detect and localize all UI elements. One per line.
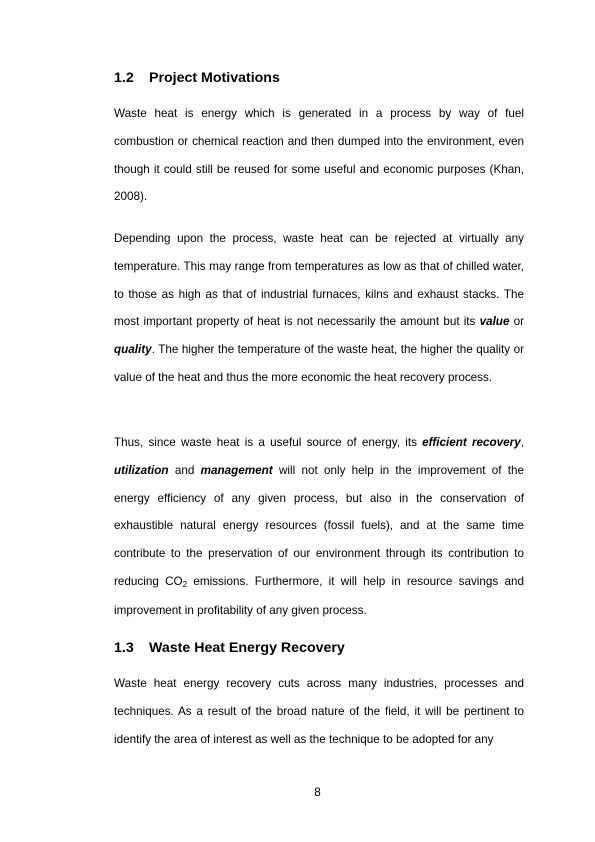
text-run: and: [168, 463, 201, 477]
text-run: Thus, since waste heat is a useful source of energy, its: [114, 436, 423, 449]
section-heading-1-3: [114, 640, 345, 656]
paragraph-temperature: [114, 225, 524, 392]
text-run: emissions. Furthermore, it will help in resource savings and improvement in profitability of any given process.: [114, 574, 524, 617]
paragraph-benefits: [114, 429, 524, 625]
paragraph-waste-heat-definition: [114, 100, 524, 211]
emphasis-value: value: [479, 315, 510, 329]
emphasis-efficient-recovery: efficient recovery: [422, 436, 521, 449]
text-run: Waste heat is energy which is generated in a process by way of fuel combustion or chemical reaction and then dumped into the environment, even though it could still be reused for some useful and economic purposes (Khan, 2008).: [114, 107, 524, 204]
subscript: 2: [182, 579, 188, 589]
section-number: 1.2: [114, 70, 134, 86]
section-heading-1-2: [114, 70, 280, 86]
emphasis-quality: quality: [114, 343, 152, 357]
text-run: . The higher the temperature of the waste heat, the higher the quality or value of the heat and thus the more economic the heat recovery process.: [114, 343, 524, 384]
page-number: 8: [314, 786, 321, 799]
emphasis-utilization: utilization: [114, 463, 169, 477]
text-run: or: [509, 315, 524, 329]
emphasis-management: management: [200, 463, 273, 477]
text-run: will not only help in the improvement of the energy efficiency of any given process, but also in the conservation of exhaustible natural energy resources (fossil fuels), and at the same time contribute to the preservation of our environment through its contribution to reducing CO: [114, 463, 524, 588]
text-run: Depending upon the process, waste heat can be rejected at virtually any temperature. This may range from temperatures as low as that of chilled water, to those as high as that of industrial furnaces, kilns and exhaust stacks. The most important property of heat is not necessarily the amount but its: [114, 232, 524, 329]
paragraph-recovery-intro: [114, 670, 524, 753]
text-run: Waste heat energy recovery cuts across many industries, processes and techniques. As a result of the broad nature of the field, it will be pertinent to identify the area of interest as well as the technique to be adopted for any: [114, 677, 524, 746]
section-title: Waste Heat Energy Recovery: [149, 640, 345, 656]
section-number: 1.3: [114, 640, 134, 656]
text-run: ,: [520, 436, 524, 449]
section-title: Project Motivations: [149, 70, 280, 86]
